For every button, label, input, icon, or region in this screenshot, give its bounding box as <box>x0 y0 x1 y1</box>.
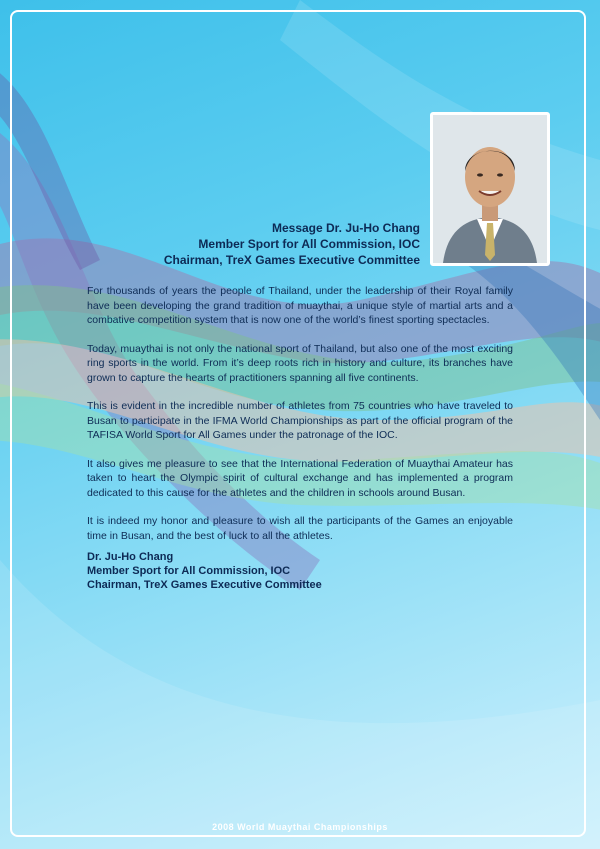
message-body <box>87 284 513 557</box>
signature-title-1: Member Sport for All Commission, IOC <box>87 565 291 577</box>
signature-name: Dr. Ju-Ho Chang <box>87 551 174 563</box>
paragraph: It is indeed my honor and pleasure to wish all the participants of the Games an enjoyable time in Busan, and the best of luck to all the athletes. <box>87 515 513 542</box>
paragraph: This is evident in the incredible number of athletes from 75 countries who have traveled to Busan to participate in the IFMA World Championships as part of the official program of the TAFISA World Sport for All Games under the patronage of the IOC. <box>87 400 513 441</box>
footer-title: 2008 World Muaythai Championships <box>212 822 388 832</box>
signature-title-2: Chairman, TreX Games Executive Committee <box>87 579 322 591</box>
heading-line-3: Chairman, TreX Games Executive Committee <box>163 253 420 267</box>
signature-block <box>87 550 322 592</box>
heading-line-1: Message Dr. Ju-Ho Chang <box>271 221 420 235</box>
portrait-illustration <box>433 115 547 263</box>
paragraph: For thousands of years the people of Thailand, under the leadership of their Royal family have been developing the grand tradition of muaythai, a unique style of martial arts and a combative competition system that is now one of the world’s finest sporting spectacles. <box>87 285 513 326</box>
paragraph: Today, muaythai is not only the national sport of Thailand, but also one of the most exciting ring sports in the world. From it’s deep roots rich in history and culture, its branches have grown to capture the hearts of practitioners spanning all five continents. <box>87 342 513 384</box>
portrait-photo <box>430 112 550 266</box>
message-heading <box>164 220 420 268</box>
heading-line-2: Member Sport for All Commission, IOC <box>198 237 420 251</box>
paragraph: It also gives me pleasure to see that the International Federation of Muaythai Amateur has taken to heart the Olympic spirit of cultural exchange and has implemented a program dedicated to this cause for the athletes and the children in schools around Busan. <box>87 457 513 499</box>
